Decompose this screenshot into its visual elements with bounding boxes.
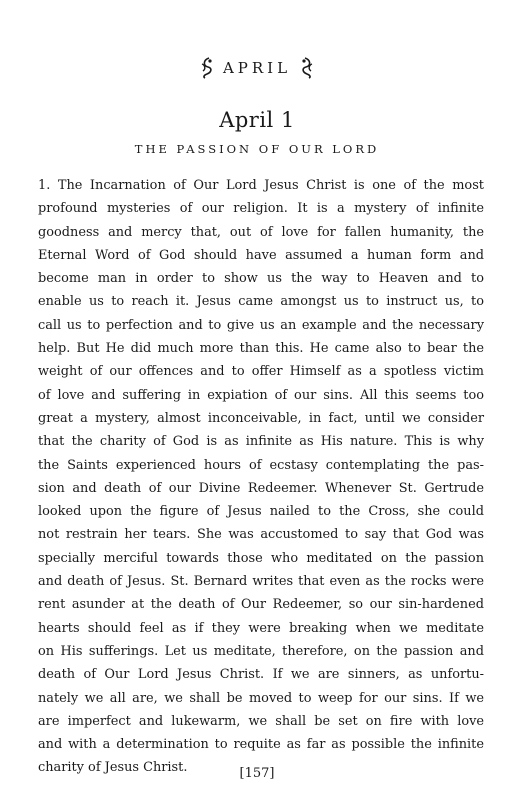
meditation-text: [38, 174, 484, 780]
text-line: on His sufferings. Let us meditate, therefore, on the passion and: [38, 643, 484, 659]
text-line: the Saints experienced hours of ecstasy contemplating the pas-: [38, 457, 484, 473]
text-line: profound mysteries of our religion. It is a mystery of infinite: [38, 201, 484, 217]
section-subtitle: THE PASSION OF OUR LORD: [134, 142, 380, 156]
text-line: weight of our offences and to offer Himself as a spotless victim: [38, 364, 484, 380]
page-number: [157]: [239, 766, 275, 781]
text-line: and death of Jesus. St. Bernard writes that even as the rocks were: [38, 574, 484, 590]
text-line: hearts should feel as if they were breaking when we meditate: [38, 620, 484, 636]
text-line: enable us to reach it. Jesus came amongst us to instruct us, to: [38, 294, 484, 310]
text-line: death of Our Lord Jesus Christ. If we are sinners, as unfortu-: [38, 667, 484, 683]
text-line: looked upon the figure of Jesus nailed to the Cross, she could: [38, 504, 484, 520]
fleuron-right-icon: [299, 56, 315, 80]
text-line: 1. The Incarnation of Our Lord Jesus Christ is one of the most: [38, 178, 484, 193]
text-line: call us to perfection and to give us an example and the necessary: [38, 317, 484, 333]
text-line: sion and death of our Divine Redeemer. Whenever St. Gertrude: [38, 480, 484, 496]
text-line: and with a determination to requite as far as possible the infinite: [38, 737, 484, 753]
text-line: specially merciful towards those who meditated on the passion: [38, 550, 484, 566]
day-title: April 1: [219, 108, 295, 132]
text-line: goodness and mercy that, out of love for fallen humanity, the: [38, 224, 484, 240]
text-line: Eternal Word of God should have assumed a human form and: [38, 247, 484, 263]
month-header: [0, 56, 514, 80]
text-line: great a mystery, almost inconceivable, in fact, until we consider: [38, 410, 484, 426]
text-line: not restrain her tears. She was accustomed to say that God was: [38, 527, 484, 543]
text-line: rent asunder at the death of Our Redeemer, so our sin-hardened: [38, 597, 484, 613]
text-line: are imperfect and lukewarm, we shall be set on fire with love: [38, 713, 484, 729]
text-line: become man in order to show us the way to Heaven and to: [38, 271, 484, 287]
text-line: that the charity of God is as infinite as His nature. This is why: [38, 434, 484, 450]
text-line: nately we all are, we shall be moved to weep for our sins. If we: [38, 690, 484, 706]
text-line: of love and suffering in expiation of our sins. All this seems too: [38, 387, 484, 403]
text-line: charity of Jesus Christ.: [38, 760, 188, 776]
text-line: help. But He did much more than this. He came also to bear the: [38, 341, 484, 357]
fleuron-left-icon: [199, 56, 215, 80]
month-title: APRIL: [222, 59, 292, 77]
